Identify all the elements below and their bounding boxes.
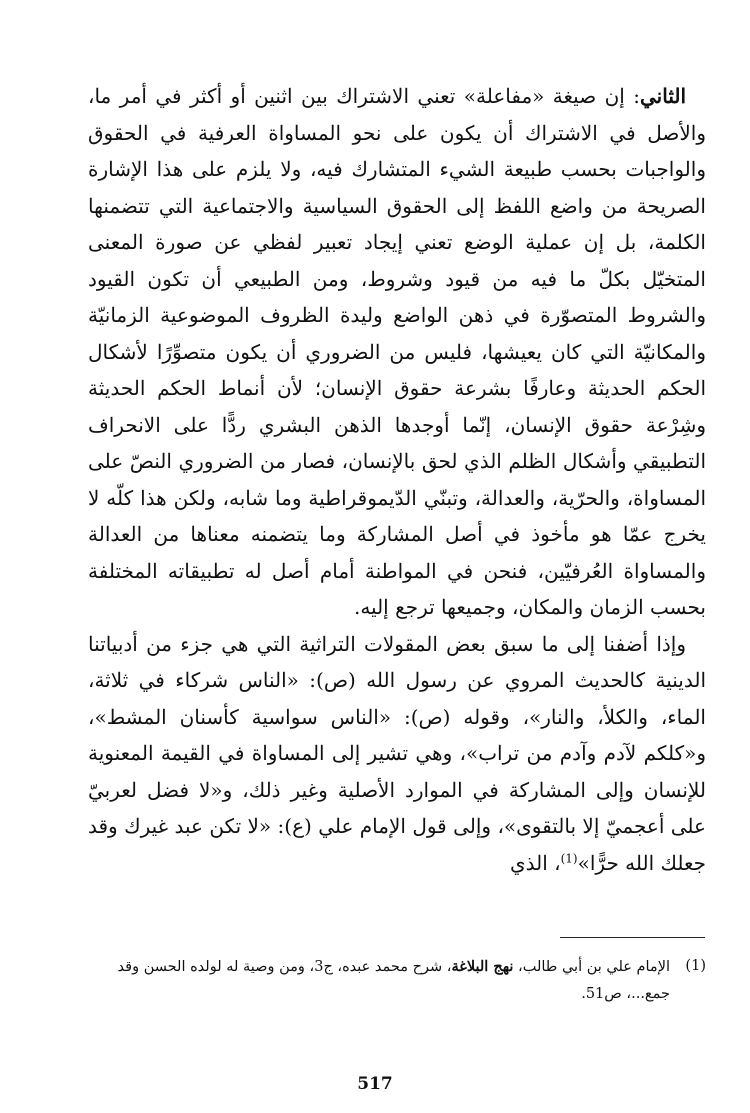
paragraph-lead: الثاني [639, 84, 686, 108]
paragraph-text: : إن صيغة «مفاعلة» تعني الاشتراك بين اثنين أو أكثر في أمر ما، والأصل في الاشتراك أن يكون على نحو المساواة العرفية في الحقوق والواجبات بحسب طبيعة الشيء المتشارك فيه، ولا يلزم على هذا الإشارة الصريحة من واضع اللفظ إلى الحقوق السياسية والاجتماعية التي تتضمنها الكلمة، بل إن عملية الوضع تعني إيجاد تعبير لفظي عن صورة المعنى المتخيّل بكلّ ما فيه من قيود وشروط، ومن الطبيعي أن تكون القيود والشروط المتصوّرة في ذهن الواضع وليدة الظروف الموضوعية الزمانيّة والمكانيّة التي كان يعيشها، فليس من الضروري أن يكون متصوِّرًا لأشكال الحكم الحديثة وعارفًا بشرعة حقوق الإنسان؛ لأن أنماط الحكم الحديثة وشِرْعة حقوق الإنسان، إنّما أوجدها الذهن البشري ردًّا على الانحراف التطبيقي وأشكال الظلم الذي لحق بالإنسان، فصار من الضروري النصّ على المساواة، والحرّية، والعدالة، وتبنّي الدّيموقراطية وما شابه، ولكن هذا كلّه لا يخرج عمّا هو مأخوذ في أصل المشاركة وما يتضمنه معناها من العدالة والمساواة العُرفيّين، فنحن في المواطنة أمام أصل له تطبيقاته المختلفة بحسب الزمان والمكان، وجميعها ترجع إليه. [88, 84, 706, 619]
footnote-reference[interactable]: (1) [560, 850, 578, 865]
footnote-text [88, 953, 670, 1008]
footnote-number: (1) [685, 958, 706, 974]
paragraph-tail: ، الذي [509, 850, 561, 875]
footnote-1 [88, 953, 706, 1008]
footnote-divider [560, 937, 705, 938]
page-number: 517 [357, 1074, 393, 1094]
paragraph-text: وإذا أضفنا إلى ما سبق بعض المقولات التراثية التي هي جزء من أدبياتنا الدينية كالحديث المروي عن رسول الله (ص): «الناس شركاء في ثلاثة، الماء، والكلأ، والنار»، وقوله (ص): «الناس سواسية كأسنان المشط»، و«كلكم لآدم وآدم من تراب»، وهي تشير إلى المساواة في القيمة المعنوية للإنسان وإلى المشاركة في الموارد الأصلية وغير ذلك، و«لا فضل لعربيّ على أعجميّ إلا بالتقوى»، وإلى قول الإمام علي (ع): «لا تكن عبد غيرك وقد جعلك الله حرًّا» [88, 631, 706, 875]
paragraph-1 [88, 78, 706, 626]
footnote-book-title: نهج البلاغة [451, 958, 514, 975]
footnote-author: الإمام علي بن أبي طالب، [513, 959, 670, 975]
footnote-details: ، شرح محمد عبده، ج3، ومن وصية له لولده الحسن وقد جمع...، ص51. [117, 959, 670, 1002]
paragraph-2 [88, 626, 706, 882]
footnotes [88, 953, 706, 1008]
main-text [88, 78, 706, 881]
